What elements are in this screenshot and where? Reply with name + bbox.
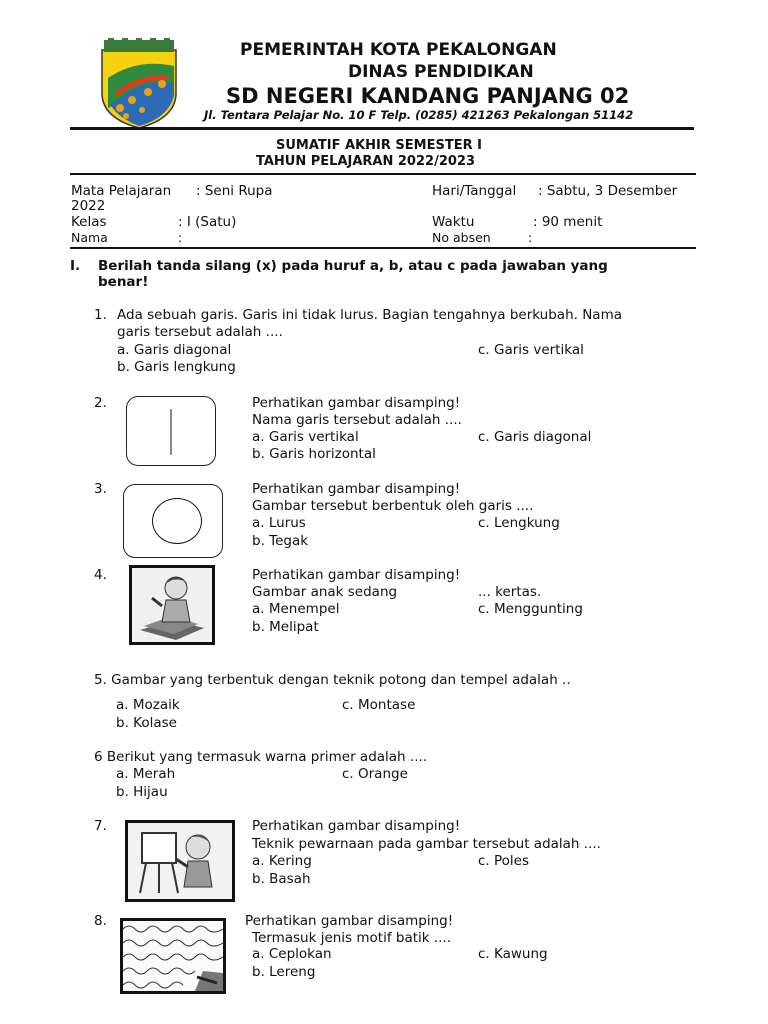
section-instruction-line1: Berilah tanda silang (x) pada huruf a, b, atau c pada jawaban yang: [98, 258, 608, 274]
name-label: Nama: [71, 230, 108, 245]
q5-option-c[interactable]: c. Montase: [342, 697, 416, 713]
q4-option-c[interactable]: c. Menggunting: [478, 601, 583, 617]
q7-option-b[interactable]: b. Basah: [252, 871, 311, 887]
q8-batik-motif-picture: [120, 918, 226, 994]
q3-option-c[interactable]: c. Lengkung: [478, 515, 560, 531]
q8-option-a[interactable]: a. Ceplokan: [252, 946, 332, 962]
section-instruction-line2: benar!: [98, 274, 149, 290]
header-department: DINAS PENDIDIKAN: [348, 62, 534, 82]
q4-option-a[interactable]: a. Menempel: [252, 601, 340, 617]
q1-text-line2: garis tersebut adalah ....: [117, 324, 283, 340]
q4-child-cutting-paper-picture: [129, 565, 215, 645]
q6-option-c[interactable]: c. Orange: [342, 766, 408, 782]
header-government: PEMERINTAH KOTA PEKALONGAN: [240, 40, 557, 60]
q1-option-c[interactable]: c. Garis vertikal: [478, 342, 584, 358]
q3-circle-picture: [123, 484, 223, 558]
q2-text-line2: Nama garis tersebut adalah ....: [252, 412, 462, 428]
q7-option-c[interactable]: c. Poles: [478, 853, 530, 869]
q6-option-b[interactable]: b. Hijau: [116, 784, 168, 800]
q7-child-painting-picture: [125, 820, 235, 902]
q8-option-b[interactable]: b. Lereng: [252, 964, 316, 980]
q5-option-b[interactable]: b. Kolase: [116, 715, 177, 731]
q5-text: 5. Gambar yang terbentuk dengan teknik potong dan tempel adalah ..: [94, 672, 571, 688]
title-divider: [70, 173, 696, 175]
subject-value: : Seni Rupa: [196, 183, 273, 199]
q4-text-line2b: ... kertas.: [478, 584, 542, 600]
name-value: :: [178, 230, 183, 245]
q7-number: 7.: [94, 818, 107, 834]
date-wrap: 2022: [71, 198, 106, 214]
q7-option-a[interactable]: a. Kering: [252, 853, 312, 869]
q8-number: 8.: [94, 913, 107, 929]
exam-year: TAHUN PELAJARAN 2022/2023: [256, 154, 476, 169]
q4-text-line1: Perhatikan gambar disamping!: [252, 567, 461, 583]
q3-number: 3.: [94, 481, 107, 497]
q3-text-line1: Perhatikan gambar disamping!: [252, 481, 461, 497]
q2-vertical-line-picture: [126, 396, 216, 466]
q2-option-a[interactable]: a. Garis vertikal: [252, 429, 359, 445]
q2-option-b[interactable]: b. Garis horizontal: [252, 446, 376, 462]
q4-option-b[interactable]: b. Melipat: [252, 619, 319, 635]
class-label: Kelas: [71, 214, 107, 230]
q6-option-a[interactable]: a. Merah: [116, 766, 176, 782]
q2-number: 2.: [94, 395, 107, 411]
header-address: Jl. Tentara Pelajar No. 10 F Telp. (0285) 421263 Pekalongan 51142: [204, 108, 634, 122]
q4-number: 4.: [94, 567, 107, 583]
q5-option-a[interactable]: a. Mozaik: [116, 697, 180, 713]
q7-text-line1: Perhatikan gambar disamping!: [252, 818, 461, 834]
time-label: Waktu: [432, 214, 475, 230]
subject-label: Mata Pelajaran: [71, 183, 172, 199]
header-school-name: SD NEGERI KANDANG PANJANG 02: [226, 84, 630, 108]
q3-text-line2: Gambar tersebut berbentuk oleh garis ....: [252, 498, 534, 514]
q1-text-line1: Ada sebuah garis. Garis ini tidak lurus. Bagian tengahnya berkubah. Nama: [117, 307, 623, 323]
q8-text-line2: Termasuk jenis motif batik ....: [252, 930, 452, 946]
q6-text: 6 Berikut yang termasuk warna primer adalah ....: [94, 749, 428, 765]
q8-text-line1: Perhatikan gambar disamping!: [245, 913, 454, 929]
date-label: Hari/Tanggal: [432, 183, 517, 199]
q4-text-line2a: Gambar anak sedang: [252, 584, 398, 600]
info-divider: [70, 247, 696, 249]
q1-option-b[interactable]: b. Garis lengkung: [117, 359, 236, 375]
q3-option-b[interactable]: b. Tegak: [252, 533, 309, 549]
exam-title: SUMATIF AKHIR SEMESTER I: [276, 138, 482, 153]
q2-option-c[interactable]: c. Garis diagonal: [478, 429, 592, 445]
q3-option-a[interactable]: a. Lurus: [252, 515, 306, 531]
absen-label: No absen: [432, 230, 491, 245]
class-value: : I (Satu): [178, 214, 237, 230]
header-divider-thick: [70, 127, 694, 130]
section-number: I.: [70, 258, 81, 274]
city-emblem-logo: [98, 38, 180, 130]
q1-option-a[interactable]: a. Garis diagonal: [117, 342, 232, 358]
q8-option-c[interactable]: c. Kawung: [478, 946, 548, 962]
q7-text-line2: Teknik pewarnaan pada gambar tersebut adalah ....: [252, 836, 601, 852]
q1-number: 1.: [94, 307, 107, 323]
date-value: : Sabtu, 3 Desember: [538, 183, 678, 199]
absen-value: :: [528, 230, 533, 245]
q2-text-line1: Perhatikan gambar disamping!: [252, 395, 461, 411]
time-value: : 90 menit: [533, 214, 603, 230]
